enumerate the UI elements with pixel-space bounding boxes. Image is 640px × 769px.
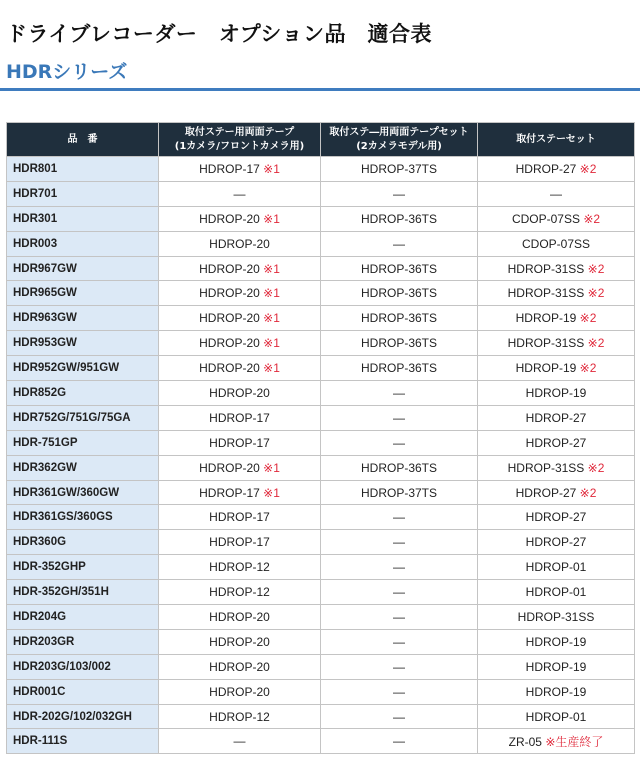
model-cell (7, 704, 159, 729)
model-cell-value: HDR701 (13, 187, 58, 200)
tape-cell (159, 157, 321, 182)
stay-set-cell-value: HDROP-27 (515, 161, 577, 176)
tape-cell (159, 256, 321, 281)
stay-set-cell (478, 555, 635, 580)
tape-set-cell (321, 331, 478, 356)
tape-set-cell (321, 181, 478, 206)
stay-set-cell-value: HDROP-19 (525, 684, 587, 699)
tape-cell-value: HDROP-20 (199, 286, 260, 301)
tape-set-cell (321, 256, 478, 281)
footnote-mark: ※2 (587, 286, 605, 301)
model-cell-value: HDR361GW/360GW (13, 486, 120, 499)
table-row (7, 530, 635, 555)
tape-set-cell-value: HDROP-36TS (360, 286, 437, 301)
tape-cell (159, 455, 321, 480)
table-row (7, 405, 635, 430)
model-cell (7, 381, 159, 406)
footnote-mark: ※2 (587, 336, 605, 351)
model-cell (7, 580, 159, 605)
table-row (7, 181, 635, 206)
tape-set-cell (321, 530, 478, 555)
tape-set-cell-value: — (393, 510, 405, 525)
tape-cell (159, 704, 321, 729)
stay-set-cell-value: HDROP-01 (525, 560, 587, 575)
model-cell-value: HDR360G (13, 536, 67, 549)
stay-set-cell-value: HDROP-27 (525, 410, 587, 425)
table-row (7, 430, 635, 455)
stay-set-cell (478, 256, 635, 281)
tape-set-cell (321, 231, 478, 256)
table-row (7, 654, 635, 679)
model-cell-value: HDR965GW (13, 287, 77, 300)
tape-cell-value: HDROP-17 (199, 161, 260, 176)
stay-set-cell-value: HDROP-31SS (507, 261, 585, 276)
stay-set-cell (478, 654, 635, 679)
tape-cell (159, 505, 321, 530)
model-cell (7, 281, 159, 306)
model-cell (7, 430, 159, 455)
tape-cell-value: HDROP-12 (209, 709, 270, 724)
tape-set-cell (321, 679, 478, 704)
tape-cell-value: HDROP-17 (209, 435, 270, 450)
tape-cell-value: HDROP-17 (199, 485, 260, 500)
tape-set-cell-value: — (393, 186, 405, 201)
stay-set-cell (478, 729, 635, 754)
footnote-mark: ※生産終了 (545, 734, 604, 749)
model-cell (7, 356, 159, 381)
tape-set-cell (321, 455, 478, 480)
model-cell-value: HDR967GW (13, 262, 77, 275)
footnote-mark: ※1 (263, 211, 280, 226)
model-cell (7, 181, 159, 206)
header-tape: 取付ステー用両面テープ (1カメラ/フロントカメラ用) (159, 123, 321, 157)
stay-set-cell-value: HDROP-01 (525, 709, 587, 724)
table-row (7, 206, 635, 231)
model-cell-value: HDR001C (13, 685, 66, 698)
table-row (7, 580, 635, 605)
stay-set-cell-value: HDROP-27 (525, 535, 587, 550)
footnote-mark: ※1 (263, 311, 280, 326)
model-cell (7, 555, 159, 580)
model-cell (7, 629, 159, 654)
tape-cell (159, 629, 321, 654)
model-cell (7, 405, 159, 430)
model-cell-value: HDR752G/751G/75GA (13, 411, 131, 424)
stay-set-cell-value: HDROP-01 (525, 585, 587, 600)
model-cell (7, 679, 159, 704)
tape-cell (159, 331, 321, 356)
model-cell (7, 605, 159, 630)
model-cell (7, 231, 159, 256)
stay-set-cell (478, 231, 635, 256)
tape-cell-value: HDROP-20 (209, 684, 270, 699)
table-row (7, 455, 635, 480)
model-cell-value: HDR852G (13, 386, 67, 399)
stay-set-cell (478, 679, 635, 704)
model-cell (7, 455, 159, 480)
tape-cell-value: HDROP-20 (209, 609, 270, 624)
stay-set-cell (478, 480, 635, 505)
model-cell (7, 157, 159, 182)
footnote-mark: ※2 (579, 361, 597, 376)
tape-cell-value: HDROP-20 (199, 211, 260, 226)
tape-cell-value: HDROP-20 (209, 236, 270, 251)
model-cell-value: HDR-352GHP (13, 561, 86, 574)
tape-set-cell-value: — (393, 734, 405, 749)
stay-set-cell-value: CDOP-07SS (511, 211, 580, 226)
stay-set-cell-value: — (550, 186, 562, 201)
stay-set-cell-value: HDROP-27 (515, 485, 577, 500)
stay-set-cell-value: HDROP-27 (525, 510, 587, 525)
stay-set-cell (478, 405, 635, 430)
table-row (7, 704, 635, 729)
footnote-mark: ※2 (579, 161, 597, 176)
stay-set-cell-value: CDOP-07SS (521, 236, 591, 251)
stay-set-cell (478, 281, 635, 306)
stay-set-cell-value: ZR-05 (508, 734, 542, 749)
footnote-mark: ※1 (263, 485, 280, 500)
tape-set-cell-value: — (393, 385, 405, 400)
tape-set-cell (321, 381, 478, 406)
model-cell-value: HDR301 (13, 212, 58, 225)
tape-set-cell-value: — (393, 709, 405, 724)
stay-set-cell (478, 381, 635, 406)
model-cell (7, 530, 159, 555)
tape-set-cell-value: — (393, 236, 405, 251)
model-cell (7, 306, 159, 331)
model-cell-value: HDR-751GP (13, 436, 78, 449)
tape-set-cell (321, 629, 478, 654)
footnote-mark: ※1 (263, 161, 280, 176)
stay-set-cell-value: HDROP-31SS (507, 336, 585, 351)
tape-cell (159, 281, 321, 306)
table-row (7, 281, 635, 306)
tape-set-cell (321, 281, 478, 306)
model-cell-value: HDR362GW (13, 461, 77, 474)
stay-set-cell (478, 530, 635, 555)
tape-cell (159, 530, 321, 555)
footnote-mark: ※2 (587, 460, 605, 475)
tape-cell-value: HDROP-17 (209, 535, 270, 550)
series-subtitle: HDRシリーズ (6, 61, 128, 83)
tape-cell-value: — (233, 186, 246, 201)
footnote-mark: ※2 (579, 485, 597, 500)
tape-set-cell-value: HDROP-36TS (360, 211, 437, 226)
tape-set-cell (321, 306, 478, 331)
table-body (7, 157, 635, 754)
stay-set-cell-value: HDROP-19 (515, 311, 577, 326)
tape-set-cell-value: — (393, 659, 405, 674)
tape-set-cell-value: — (393, 410, 405, 425)
stay-set-cell-value: HDROP-19 (525, 385, 587, 400)
table-row (7, 231, 635, 256)
stay-set-cell (478, 704, 635, 729)
header-stay-set: 取付ステーセット (478, 123, 635, 157)
footnote-mark: ※2 (583, 211, 601, 226)
tape-cell-value: HDROP-20 (209, 385, 270, 400)
tape-set-cell-value: HDROP-36TS (360, 460, 437, 475)
footnote-mark: ※2 (579, 311, 597, 326)
table-row (7, 505, 635, 530)
table-row (7, 629, 635, 654)
tape-set-cell (321, 580, 478, 605)
model-cell (7, 654, 159, 679)
tape-cell (159, 555, 321, 580)
tape-set-cell (321, 480, 478, 505)
stay-set-cell (478, 580, 635, 605)
model-cell-value: HDR963GW (13, 312, 77, 325)
stay-set-cell (478, 430, 635, 455)
tape-set-cell-value: HDROP-37TS (360, 485, 437, 500)
header-model: 品 番 (7, 123, 159, 157)
tape-set-cell-value: — (393, 535, 405, 550)
model-cell-value: HDR801 (13, 162, 58, 175)
tape-cell-value: HDROP-20 (199, 460, 260, 475)
footnote-mark: ※2 (587, 261, 605, 276)
stay-set-cell (478, 331, 635, 356)
tape-set-cell-value: — (393, 634, 405, 649)
table-row (7, 679, 635, 704)
model-cell-value: HDR361GS/360GS (13, 511, 113, 524)
table-row (7, 381, 635, 406)
tape-set-cell-value: HDROP-37TS (360, 161, 437, 176)
page-title: ドライブレコーダー オプション品 適合表 (6, 22, 433, 46)
footnote-mark: ※1 (263, 286, 280, 301)
model-cell-value: HDR-352GH/351H (13, 586, 109, 599)
header-row (7, 123, 635, 157)
tape-cell-value: HDROP-17 (209, 510, 270, 525)
model-cell (7, 331, 159, 356)
tape-cell (159, 231, 321, 256)
table-row (7, 480, 635, 505)
model-cell (7, 480, 159, 505)
tape-set-cell (321, 430, 478, 455)
tape-cell (159, 654, 321, 679)
table-row (7, 555, 635, 580)
tape-cell-value: HDROP-20 (199, 261, 260, 276)
footnote-mark: ※1 (263, 261, 280, 276)
tape-cell (159, 605, 321, 630)
tape-set-cell-value: HDROP-36TS (360, 361, 437, 376)
model-cell (7, 729, 159, 754)
model-cell-value: HDR003 (13, 237, 58, 250)
model-cell-value: HDR952GW/951GW (13, 362, 120, 375)
tape-set-cell-value: — (393, 585, 405, 600)
tape-set-cell (321, 704, 478, 729)
model-cell (7, 505, 159, 530)
tape-set-cell-value: HDROP-36TS (360, 261, 437, 276)
stay-set-cell-value: HDROP-19 (525, 659, 587, 674)
stay-set-cell-value: HDROP-31SS (517, 609, 595, 624)
tape-set-cell (321, 405, 478, 430)
footnote-mark: ※1 (263, 361, 280, 376)
tape-cell-value: HDROP-12 (209, 585, 270, 600)
tape-cell (159, 430, 321, 455)
stay-set-cell (478, 181, 635, 206)
tape-cell (159, 381, 321, 406)
table-row (7, 256, 635, 281)
model-cell (7, 256, 159, 281)
tape-cell (159, 679, 321, 704)
tape-cell (159, 580, 321, 605)
table-row (7, 729, 635, 754)
header-divider (0, 88, 640, 91)
tape-set-cell (321, 729, 478, 754)
tape-cell (159, 405, 321, 430)
stay-set-cell-value: HDROP-31SS (507, 460, 585, 475)
tape-set-cell (321, 555, 478, 580)
tape-cell (159, 206, 321, 231)
model-cell-value: HDR953GW (13, 337, 77, 350)
compatibility-table (6, 122, 635, 754)
model-cell-value: HDR204G (13, 610, 67, 623)
tape-cell (159, 356, 321, 381)
tape-cell-value: HDROP-20 (209, 634, 270, 649)
stay-set-cell (478, 306, 635, 331)
stay-set-cell (478, 157, 635, 182)
stay-set-cell-value: HDROP-19 (525, 634, 587, 649)
table-row (7, 157, 635, 182)
model-cell-value: HDR203G/103/002 (13, 660, 111, 673)
stay-set-cell-value: HDROP-19 (515, 361, 577, 376)
stay-set-cell (478, 629, 635, 654)
tape-cell-value: HDROP-20 (199, 336, 260, 351)
tape-set-cell-value: — (393, 609, 405, 624)
tape-set-cell-value: — (393, 684, 405, 699)
tape-set-cell (321, 356, 478, 381)
footnote-mark: ※1 (263, 460, 280, 475)
tape-cell-value: HDROP-12 (209, 560, 270, 575)
tape-set-cell-value: — (393, 560, 405, 575)
header-tape-set: 取付ステ―用両面テープセット (2カメラモデル用) (321, 123, 478, 157)
stay-set-cell (478, 455, 635, 480)
tape-cell (159, 306, 321, 331)
tape-cell-value: HDROP-20 (199, 311, 260, 326)
tape-cell-value: HDROP-20 (199, 361, 260, 376)
tape-cell (159, 729, 321, 754)
tape-cell-value: HDROP-20 (209, 659, 270, 674)
tape-set-cell-value: HDROP-36TS (360, 311, 437, 326)
model-cell-value: HDR203GR (13, 635, 75, 648)
tape-cell (159, 181, 321, 206)
footnote-mark: ※1 (263, 336, 280, 351)
stay-set-cell (478, 505, 635, 530)
tape-set-cell (321, 654, 478, 679)
tape-cell (159, 480, 321, 505)
tape-set-cell (321, 206, 478, 231)
tape-set-cell (321, 505, 478, 530)
table-header (7, 123, 635, 157)
table-row (7, 605, 635, 630)
stay-set-cell (478, 356, 635, 381)
tape-set-cell (321, 157, 478, 182)
tape-set-cell-value: — (393, 435, 405, 450)
model-cell-value: HDR-202G/102/032GH (13, 710, 132, 723)
tape-set-cell (321, 605, 478, 630)
table-row (7, 331, 635, 356)
tape-set-cell-value: HDROP-36TS (360, 336, 437, 351)
stay-set-cell-value: HDROP-31SS (507, 286, 585, 301)
model-cell (7, 206, 159, 231)
stay-set-cell (478, 206, 635, 231)
tape-cell-value: — (233, 734, 246, 749)
tape-cell-value: HDROP-17 (209, 410, 270, 425)
table-row (7, 356, 635, 381)
model-cell-value: HDR-111S (13, 735, 68, 748)
table-row (7, 306, 635, 331)
stay-set-cell (478, 605, 635, 630)
stay-set-cell-value: HDROP-27 (525, 435, 587, 450)
